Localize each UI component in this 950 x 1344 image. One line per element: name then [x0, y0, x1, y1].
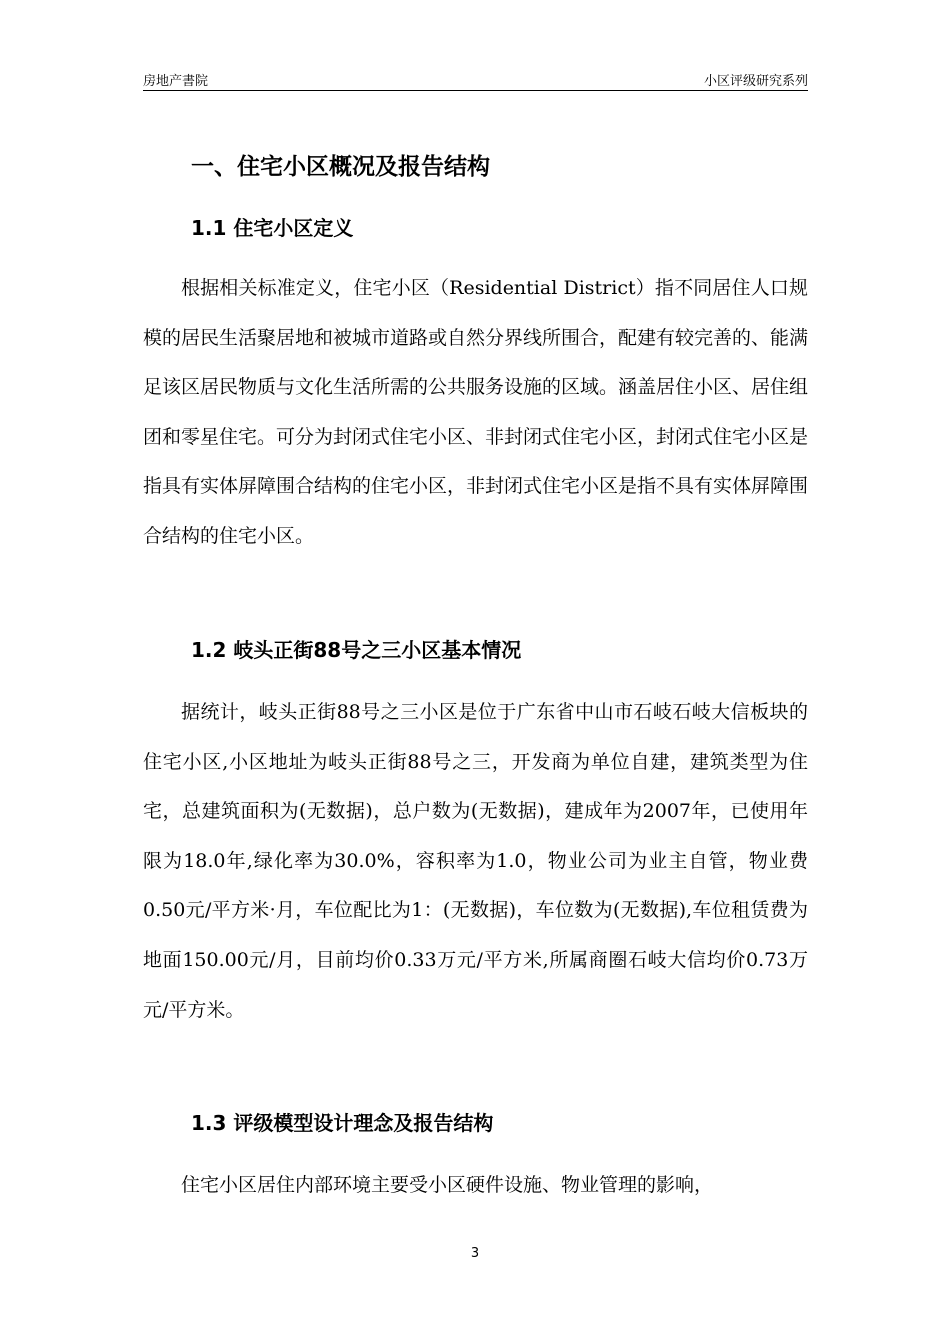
section-paragraph-1-3: 住宅小区居住内部环境主要受小区硬件设施、物业管理的影响，	[181, 1174, 714, 1196]
section-heading-1-1: 1.1 住宅小区定义	[191, 216, 354, 240]
header-left-text: 房地产書院	[143, 74, 209, 89]
header-right-text: 小区评级研究系列	[703, 74, 808, 89]
page-number: 3	[470, 1246, 480, 1261]
section-paragraph-1-1: 根据相关标准定义，住宅小区（Residential District）指不同居住人口规模的居民生活聚居地和被城市道路或自然分界线所围合，配建有较完善的、能满足该区居民物质与文化生活所需的公共服务设施的区域。涵盖居住小区、居住组团和零星住宅。可分为封闭式住宅小区、非封闭式住宅小区，封闭式住宅小区是指具有实体屏障围合结构的住宅小区，非封闭式住宅小区是指不具有实体屏障围合结构的住宅小区。	[143, 277, 809, 547]
section-heading-1-2: 1.2 岐头正街88号之三小区基本情况	[191, 638, 522, 662]
chapter-title: 一、住宅小区概况及报告结构	[191, 154, 490, 180]
section-heading-1-3: 1.3 评级模型设计理念及报告结构	[191, 1111, 494, 1135]
page-header	[143, 68, 808, 91]
section-paragraph-1-2: 据统计，岐头正街88号之三小区是位于广东省中山市石岐石岐大信板块的住宅小区,小区地址为岐头正街88号之三，开发商为单位自建，建筑类型为住宅，总建筑面积为(无数据)，总户数为(无数据)，建成年为2007年，已使用年限为18.0年,绿化率为30.0%，容积率为1.0，物业公司为业主自管，物业费0.50元/平方米·月，车位配比为1：(无数据)，车位数为(无数据),车位租赁费为地面150.00元/月，目前均价0.33万元/平方米,所属商圈石岐大信均价0.73万元/平方米。	[143, 701, 808, 1021]
